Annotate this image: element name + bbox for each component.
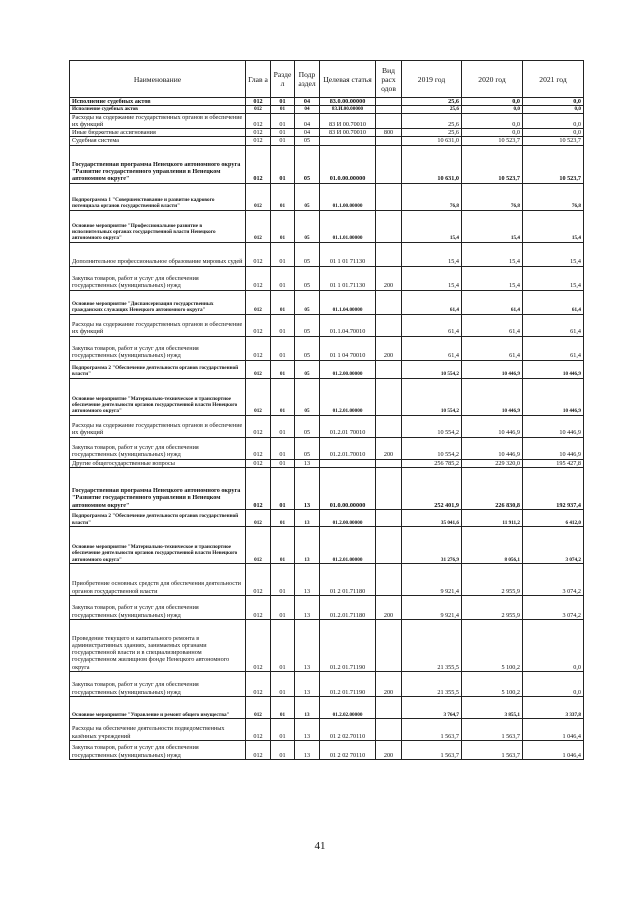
amount-2020: 11 911,2 — [462, 510, 523, 527]
section-code: 01 — [271, 336, 295, 360]
section-code: 01 — [271, 719, 295, 741]
section-code: 01 — [271, 98, 295, 106]
amount-2020: 15,4 — [462, 210, 523, 242]
amount-2020: 61,4 — [462, 336, 523, 360]
item-name: Закупка товаров, работ и услуг для обеспечения государственных (муниципальных) нужд — [70, 437, 246, 459]
target-article: 01 2 02 70110 — [320, 741, 376, 760]
amount-2019: 1 563,7 — [402, 719, 462, 741]
amount-2020: 10 446,9 — [462, 415, 523, 437]
amount-2020: 0,0 — [462, 98, 523, 106]
amount-2020: 0,0 — [462, 106, 523, 113]
chapter-code: 012 — [246, 620, 271, 672]
section-code: 01 — [271, 210, 295, 242]
amount-2020: 3 855,1 — [462, 697, 523, 719]
item-name: Государственная программа Ненецкого автономного округа "Развитие государственного управления в Ненецком автономном округе" — [70, 145, 246, 183]
section-code: 01 — [271, 183, 295, 210]
table-row — [70, 210, 584, 242]
item-name: Расходы на обеспечение деятельности подведомственных казённых учреждений — [70, 719, 246, 741]
target-article: 01 2 01.71180 — [320, 564, 376, 596]
section-code: 01 — [271, 437, 295, 459]
amount-2019: 21 355,5 — [402, 672, 462, 697]
target-article: 01.1.01.00000 — [320, 210, 376, 242]
table-row — [70, 113, 584, 129]
section-code: 01 — [271, 564, 295, 596]
item-name: Государственная программа Ненецкого автономного округа "Развитие государственного управления в Ненецком автономном округе" — [70, 468, 246, 510]
amount-2019: 9 921,4 — [402, 564, 462, 596]
expense-type — [376, 378, 402, 415]
amount-2020: 0,0 — [462, 129, 523, 137]
amount-2021: 3 074,2 — [523, 527, 584, 564]
item-name: Иные бюджетные ассигнования — [70, 129, 246, 137]
subsection-code: 13 — [295, 672, 320, 697]
amount-2019: 61,4 — [402, 314, 462, 336]
table-row — [70, 596, 584, 620]
amount-2021: 61,4 — [523, 290, 584, 314]
item-name: Закупка товаров, работ и услуг для обеспечения государственных (муниципальных) нужд — [70, 672, 246, 697]
table-row — [70, 437, 584, 459]
expense-type — [376, 137, 402, 145]
subsection-code: 04 — [295, 106, 320, 113]
subsection-code: 05 — [295, 183, 320, 210]
subsection-code: 05 — [295, 242, 320, 266]
amount-2019: 10 554,2 — [402, 415, 462, 437]
col-chapter-header: Глав а — [246, 61, 271, 98]
amount-2021: 10 446,9 — [523, 437, 584, 459]
subsection-code: 13 — [295, 468, 320, 510]
chapter-code: 012 — [246, 106, 271, 113]
target-article: 83.И.00.00000 — [320, 106, 376, 113]
section-code: 01 — [271, 459, 295, 467]
expense-type — [376, 527, 402, 564]
amount-2019: 252 401,9 — [402, 468, 462, 510]
chapter-code: 012 — [246, 672, 271, 697]
section-code: 01 — [271, 596, 295, 620]
chapter-code: 012 — [246, 266, 271, 290]
expense-type: 200 — [376, 437, 402, 459]
subsection-code: 05 — [295, 137, 320, 145]
amount-2021: 1 046,4 — [523, 741, 584, 760]
table-row — [70, 98, 584, 106]
section-code: 01 — [271, 360, 295, 378]
target-article: 01 1 04 70010 — [320, 336, 376, 360]
amount-2019: 25,6 — [402, 106, 462, 113]
section-code: 01 — [271, 741, 295, 760]
amount-2021: 0,0 — [523, 106, 584, 113]
amount-2020: 1 563,7 — [462, 741, 523, 760]
col-subsection-header: Подр аздел — [295, 61, 320, 98]
table-row — [70, 468, 584, 510]
amount-2021: 195 427,8 — [523, 459, 584, 467]
amount-2020: 2 955,9 — [462, 564, 523, 596]
amount-2020: 229 320,0 — [462, 459, 523, 467]
target-article: 01 2 02.70110 — [320, 719, 376, 741]
target-article: 01.2.02.00000 — [320, 697, 376, 719]
expense-type — [376, 459, 402, 467]
expense-type — [376, 620, 402, 672]
amount-2021: 10 446,9 — [523, 360, 584, 378]
subsection-code: 13 — [295, 719, 320, 741]
chapter-code: 012 — [246, 468, 271, 510]
item-name: Дополнительное профессиональное образование мировых судей — [70, 242, 246, 266]
chapter-code: 012 — [246, 741, 271, 760]
amount-2021: 3 074,2 — [523, 596, 584, 620]
item-name: Основное мероприятие "Управление и ремонт общего имущества" — [70, 697, 246, 719]
target-article: 01.2.00.00000 — [320, 360, 376, 378]
chapter-code: 012 — [246, 210, 271, 242]
col-2021-header: 2021 год — [523, 61, 584, 98]
section-code: 01 — [271, 378, 295, 415]
amount-2019: 9 921,4 — [402, 596, 462, 620]
amount-2020: 8 056,1 — [462, 527, 523, 564]
item-name: Расходы на содержание государственных органов и обеспечение их функций — [70, 314, 246, 336]
subsection-code: 04 — [295, 113, 320, 129]
amount-2019: 10 631,0 — [402, 137, 462, 145]
amount-2019: 15,4 — [402, 242, 462, 266]
expense-type — [376, 415, 402, 437]
chapter-code: 012 — [246, 290, 271, 314]
target-article — [320, 459, 376, 467]
expense-type: 200 — [376, 596, 402, 620]
amount-2020: 1 563,7 — [462, 719, 523, 741]
subsection-code: 05 — [295, 290, 320, 314]
table-row — [70, 527, 584, 564]
target-article: 83.0.00.00000 — [320, 98, 376, 106]
section-code: 01 — [271, 620, 295, 672]
subsection-code: 05 — [295, 437, 320, 459]
amount-2019: 10 554,2 — [402, 437, 462, 459]
amount-2021: 15,4 — [523, 266, 584, 290]
col-section-header: Разде л — [271, 61, 295, 98]
expense-type — [376, 290, 402, 314]
page-number: 41 — [314, 840, 326, 852]
target-article: 01.1.04.00000 — [320, 290, 376, 314]
amount-2019: 10 554,2 — [402, 360, 462, 378]
amount-2021: 61,4 — [523, 314, 584, 336]
table-row — [70, 415, 584, 437]
amount-2021: 61,4 — [523, 336, 584, 360]
table-row — [70, 266, 584, 290]
target-article: 01.1.00.00000 — [320, 183, 376, 210]
target-article: 01.2.00.00000 — [320, 510, 376, 527]
chapter-code: 012 — [246, 564, 271, 596]
subsection-code: 13 — [295, 741, 320, 760]
table-row — [70, 378, 584, 415]
subsection-code: 05 — [295, 336, 320, 360]
table-body — [70, 98, 584, 760]
table-row — [70, 510, 584, 527]
amount-2019: 25,6 — [402, 129, 462, 137]
section-code: 01 — [271, 290, 295, 314]
subsection-code: 04 — [295, 129, 320, 137]
target-article — [320, 137, 376, 145]
expense-type: 800 — [376, 129, 402, 137]
item-name: Подпрограмма 1 "Совершенствование и развитие кадрового потенциала органов государственной власти" — [70, 183, 246, 210]
expense-type: 200 — [376, 266, 402, 290]
target-article: 01.1.04.70010 — [320, 314, 376, 336]
target-article: 01 1 01 71130 — [320, 242, 376, 266]
expense-type — [376, 145, 402, 183]
amount-2020: 226 830,8 — [462, 468, 523, 510]
target-article: 83 И 00.70010 — [320, 113, 376, 129]
budget-table — [69, 60, 584, 760]
amount-2020: 5 100,2 — [462, 620, 523, 672]
subsection-code: 05 — [295, 415, 320, 437]
amount-2020: 10 523,7 — [462, 137, 523, 145]
section-code: 01 — [271, 697, 295, 719]
amount-2020: 61,4 — [462, 314, 523, 336]
amount-2021: 0,0 — [523, 113, 584, 129]
expense-type — [376, 106, 402, 113]
amount-2021: 10 523,7 — [523, 145, 584, 183]
col-2019-header: 2019 год — [402, 61, 462, 98]
amount-2020: 10 523,7 — [462, 145, 523, 183]
expense-type — [376, 510, 402, 527]
item-name: Исполнение судебных актов — [70, 106, 246, 113]
subsection-code: 04 — [295, 98, 320, 106]
target-article: 01.2 01.71190 — [320, 620, 376, 672]
chapter-code: 012 — [246, 145, 271, 183]
expense-type — [376, 564, 402, 596]
expense-type — [376, 468, 402, 510]
amount-2020: 61,4 — [462, 290, 523, 314]
subsection-code: 05 — [295, 314, 320, 336]
col-name-header: Наименование — [70, 61, 246, 98]
amount-2019: 61,4 — [402, 290, 462, 314]
section-code: 01 — [271, 242, 295, 266]
amount-2020: 15,4 — [462, 266, 523, 290]
amount-2019: 76,8 — [402, 183, 462, 210]
table-row — [70, 672, 584, 697]
chapter-code: 012 — [246, 113, 271, 129]
expense-type — [376, 242, 402, 266]
expense-type — [376, 697, 402, 719]
chapter-code: 012 — [246, 378, 271, 415]
chapter-code: 012 — [246, 596, 271, 620]
target-article: 01 1 01.71130 — [320, 266, 376, 290]
col-2020-header: 2020 год — [462, 61, 523, 98]
expense-type: 200 — [376, 672, 402, 697]
table-row — [70, 314, 584, 336]
item-name: Исполнение судебных актов — [70, 98, 246, 106]
amount-2021: 10 446,9 — [523, 378, 584, 415]
amount-2020: 2 955,9 — [462, 596, 523, 620]
subsection-code: 05 — [295, 378, 320, 415]
target-article: 01.0.00.00000 — [320, 468, 376, 510]
section-code: 01 — [271, 113, 295, 129]
amount-2019: 15,4 — [402, 266, 462, 290]
subsection-code: 05 — [295, 145, 320, 183]
table-row — [70, 564, 584, 596]
expense-type — [376, 183, 402, 210]
amount-2019: 31 276,9 — [402, 527, 462, 564]
expense-type — [376, 210, 402, 242]
amount-2021: 3 074,2 — [523, 564, 584, 596]
table-row — [70, 620, 584, 672]
amount-2021: 15,4 — [523, 210, 584, 242]
item-name: Закупка товаров, работ и услуг для обеспечения государственных (муниципальных) нужд — [70, 266, 246, 290]
expense-type — [376, 314, 402, 336]
amount-2021: 6 412,0 — [523, 510, 584, 527]
amount-2021: 15,4 — [523, 242, 584, 266]
section-code: 01 — [271, 510, 295, 527]
table-row — [70, 459, 584, 467]
section-code: 01 — [271, 137, 295, 145]
item-name: Расходы на содержание государственных органов и обеспечение их функций — [70, 415, 246, 437]
item-name: Судебная система — [70, 137, 246, 145]
amount-2021: 0,0 — [523, 672, 584, 697]
table-row — [70, 697, 584, 719]
target-article: 01.2.01.71180 — [320, 596, 376, 620]
amount-2021: 0,0 — [523, 620, 584, 672]
item-name: Основное мероприятие "Материально-техническое и транспортное обеспечение деятельности органов государственной власти Ненецкого автономного округа" — [70, 378, 246, 415]
target-article: 01.2.01.00000 — [320, 378, 376, 415]
item-name: Закупка товаров, работ и услуг для обеспечения государственных (муниципальных) нужд — [70, 741, 246, 760]
target-article: 83 И 00.70010 — [320, 129, 376, 137]
item-name: Проведение текущего и капитального ремонта в административных зданиях, занимаемых органами государственной власти и в специализированном государственном жилищном фонде Ненецкого автономного округа — [70, 620, 246, 672]
expense-type: 200 — [376, 741, 402, 760]
section-code: 01 — [271, 145, 295, 183]
chapter-code: 012 — [246, 242, 271, 266]
item-name: Основное мероприятие "Профессиональное развитие в исполнительных органах государственной власти Ненецкого автономного округа" — [70, 210, 246, 242]
subsection-code: 05 — [295, 266, 320, 290]
section-code: 01 — [271, 129, 295, 137]
item-name: Другие общегосударственные вопросы — [70, 459, 246, 467]
item-name: Основное мероприятие "Материально-техническое и транспортное обеспечение деятельности органов государственной власти Ненецкого автономного округа" — [70, 527, 246, 564]
table-row — [70, 741, 584, 760]
chapter-code: 012 — [246, 527, 271, 564]
table-row — [70, 137, 584, 145]
amount-2019: 1 563,7 — [402, 741, 462, 760]
item-name: Основное мероприятие "Диспансеризация государственных гражданских служащих Ненецкого автономного округа" — [70, 290, 246, 314]
subsection-code: 05 — [295, 210, 320, 242]
chapter-code: 012 — [246, 360, 271, 378]
item-name: Приобретение основных средств для обеспечения деятельности органов государственной власти — [70, 564, 246, 596]
amount-2019: 35 041,6 — [402, 510, 462, 527]
chapter-code: 012 — [246, 98, 271, 106]
section-code: 01 — [271, 314, 295, 336]
item-name: Закупка товаров, работ и услуг для обеспечения государственных (муниципальных) нужд — [70, 336, 246, 360]
amount-2021: 10 523,7 — [523, 137, 584, 145]
section-code: 01 — [271, 415, 295, 437]
table-row — [70, 183, 584, 210]
amount-2019: 10 631,0 — [402, 145, 462, 183]
chapter-code: 012 — [246, 137, 271, 145]
subsection-code: 13 — [295, 564, 320, 596]
amount-2021: 76,8 — [523, 183, 584, 210]
chapter-code: 012 — [246, 314, 271, 336]
target-article: 01.2 01.71190 — [320, 672, 376, 697]
col-expense-type-header: Вид расх одов — [376, 61, 402, 98]
chapter-code: 012 — [246, 336, 271, 360]
chapter-code: 012 — [246, 697, 271, 719]
amount-2020: 76,8 — [462, 183, 523, 210]
chapter-code: 012 — [246, 129, 271, 137]
amount-2020: 5 100,2 — [462, 672, 523, 697]
amount-2020: 10 446,9 — [462, 378, 523, 415]
table-row — [70, 290, 584, 314]
table-row — [70, 242, 584, 266]
amount-2020: 10 446,9 — [462, 360, 523, 378]
expense-type — [376, 719, 402, 741]
chapter-code: 012 — [246, 415, 271, 437]
item-name: Закупка товаров, работ и услуг для обеспечения государственных (муниципальных) нужд — [70, 596, 246, 620]
chapter-code: 012 — [246, 719, 271, 741]
subsection-code: 13 — [295, 510, 320, 527]
table-row — [70, 145, 584, 183]
table-row — [70, 360, 584, 378]
table-row — [70, 336, 584, 360]
item-name: Расходы на содержание государственных органов и обеспечение их функций — [70, 113, 246, 129]
section-code: 01 — [271, 527, 295, 564]
amount-2020: 10 446,9 — [462, 437, 523, 459]
amount-2021: 3 337,8 — [523, 697, 584, 719]
chapter-code: 012 — [246, 459, 271, 467]
subsection-code: 13 — [295, 527, 320, 564]
chapter-code: 012 — [246, 510, 271, 527]
table-row — [70, 129, 584, 137]
amount-2021: 192 937,4 — [523, 468, 584, 510]
amount-2019: 15,4 — [402, 210, 462, 242]
subsection-code: 13 — [295, 459, 320, 467]
col-target-header: Целевая статья — [320, 61, 376, 98]
section-code: 01 — [271, 672, 295, 697]
chapter-code: 012 — [246, 183, 271, 210]
section-code: 01 — [271, 106, 295, 113]
expense-type: 200 — [376, 336, 402, 360]
item-name: Подпрограмма 2 "Обеспечение деятельности органов государственной власти" — [70, 510, 246, 527]
target-article: 01.2.01.70010 — [320, 437, 376, 459]
amount-2019: 21 355,5 — [402, 620, 462, 672]
expense-type — [376, 360, 402, 378]
amount-2021: 1 046,4 — [523, 719, 584, 741]
amount-2020: 0,0 — [462, 113, 523, 129]
expense-type — [376, 113, 402, 129]
amount-2019: 10 554,2 — [402, 378, 462, 415]
target-article: 01.2.01 70010 — [320, 415, 376, 437]
item-name: Подпрограмма 2 "Обеспечение деятельности органов государственной власти" — [70, 360, 246, 378]
amount-2021: 0,0 — [523, 98, 584, 106]
amount-2019: 25,6 — [402, 98, 462, 106]
amount-2019: 25,6 — [402, 113, 462, 129]
target-article: 01.0.00.00000 — [320, 145, 376, 183]
chapter-code: 012 — [246, 437, 271, 459]
expense-type — [376, 98, 402, 106]
amount-2019: 256 785,2 — [402, 459, 462, 467]
amount-2019: 61,4 — [402, 336, 462, 360]
section-code: 01 — [271, 468, 295, 510]
amount-2019: 3 764,7 — [402, 697, 462, 719]
amount-2021: 0,0 — [523, 129, 584, 137]
table-header-row — [70, 61, 584, 98]
target-article: 01.2.01.00000 — [320, 527, 376, 564]
amount-2021: 10 446,9 — [523, 415, 584, 437]
table-row — [70, 106, 584, 113]
subsection-code: 13 — [295, 697, 320, 719]
amount-2020: 15,4 — [462, 242, 523, 266]
subsection-code: 13 — [295, 620, 320, 672]
subsection-code: 05 — [295, 360, 320, 378]
section-code: 01 — [271, 266, 295, 290]
subsection-code: 13 — [295, 596, 320, 620]
table-row — [70, 719, 584, 741]
